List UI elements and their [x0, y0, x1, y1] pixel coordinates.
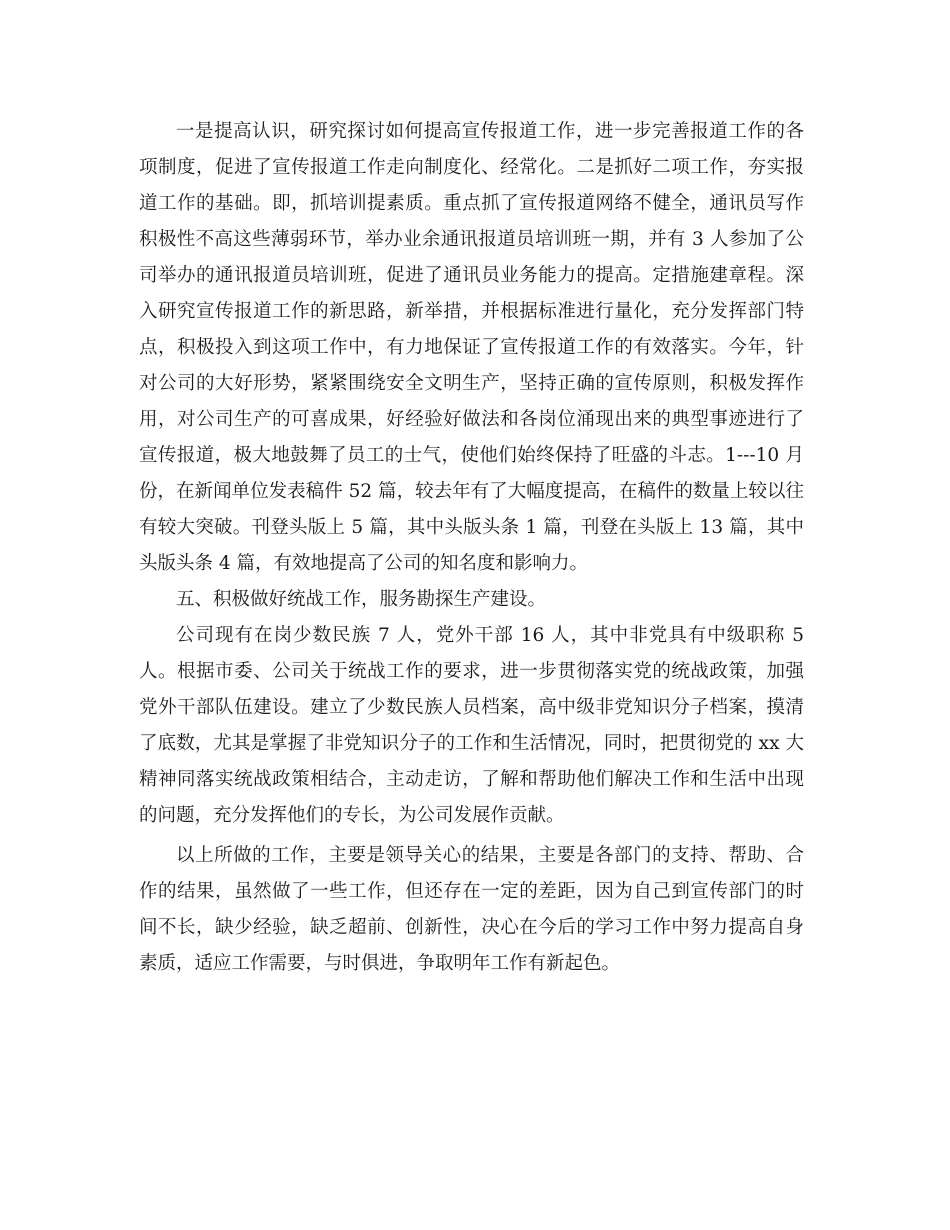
document-body — [139, 114, 804, 982]
paragraph-conclusion: 以上所做的工作，主要是领导关心的结果，主要是各部门的支持、帮助、合作的结果，虽然做了一些工作，但还存在一定的差距，因为自己到宣传部门的时间不长，缺少经验，缺乏超前、创新性，决心在今后的学习工作中努力提高自身素质，适应工作需要，与时俱进，争取明年工作有新起色。 — [139, 845, 804, 974]
paragraph-united-front-work: 公司现有在岗少数民族 7 人，党外干部 16 人，其中非党具有中级职称 5 人。根据市委、公司关于统战工作的要求，进一步贯彻落实党的统战政策，加强党外干部队伍建设。建立了少数民族人员档案，高中级非党知识分子档案，摸清了底数，尤其是掌握了非党知识分子的工作和生活情况，同时，把贯彻党的 xx 大精神同落实统战政策相结合，主动走访，了解和帮助他们解决工作和生活中出现的问题，充分发挥他们的专长，为公司发展作贡献。 — [139, 625, 804, 826]
section-heading-united-front: 五、积极做好统战工作，服务勘探生产建设。 — [176, 589, 547, 610]
paragraph-publicity-work: 一是提高认识，研究探讨如何提高宣传报道工作，进一步完善报道工作的各项制度，促进了宣传报道工作走向制度化、经常化。二是抓好二项工作，夯实报道工作的基础。即，抓培训提素质。重点抓了宣传报道网络不健全，通讯员写作积极性不高这些薄弱环节，举办业余通讯报道员培训班一期，并有 3 人参加了公司举办的通讯报道员培训班，促进了通讯员业务能力的提高。定措施建章程。深入研究宣传报道工作的新思路，新举措，并根据标准进行量化，充分发挥部门特点，积极投入到这项工作中，有力地保证了宣传报道工作的有效落实。今年，针对公司的大好形势，紧紧围绕安全文明生产，坚持正确的宣传原则，积极发挥作用，对公司生产的可喜成果，好经验好做法和各岗位涌现出来的典型事迹进行了宣传报道，极大地鼓舞了员工的士气，使他们始终保持了旺盛的斗志。1---10 月份，在新闻单位发表稿件 52 篇，较去年有了大幅度提高，在稿件的数量上较以往有较大突破。刊登头版上 5 篇，其中头版头条 1 篇，刊登在头版上 13 篇，其中头版头条 4 篇，有效地提高了公司的知名度和影响力。 — [139, 121, 804, 574]
